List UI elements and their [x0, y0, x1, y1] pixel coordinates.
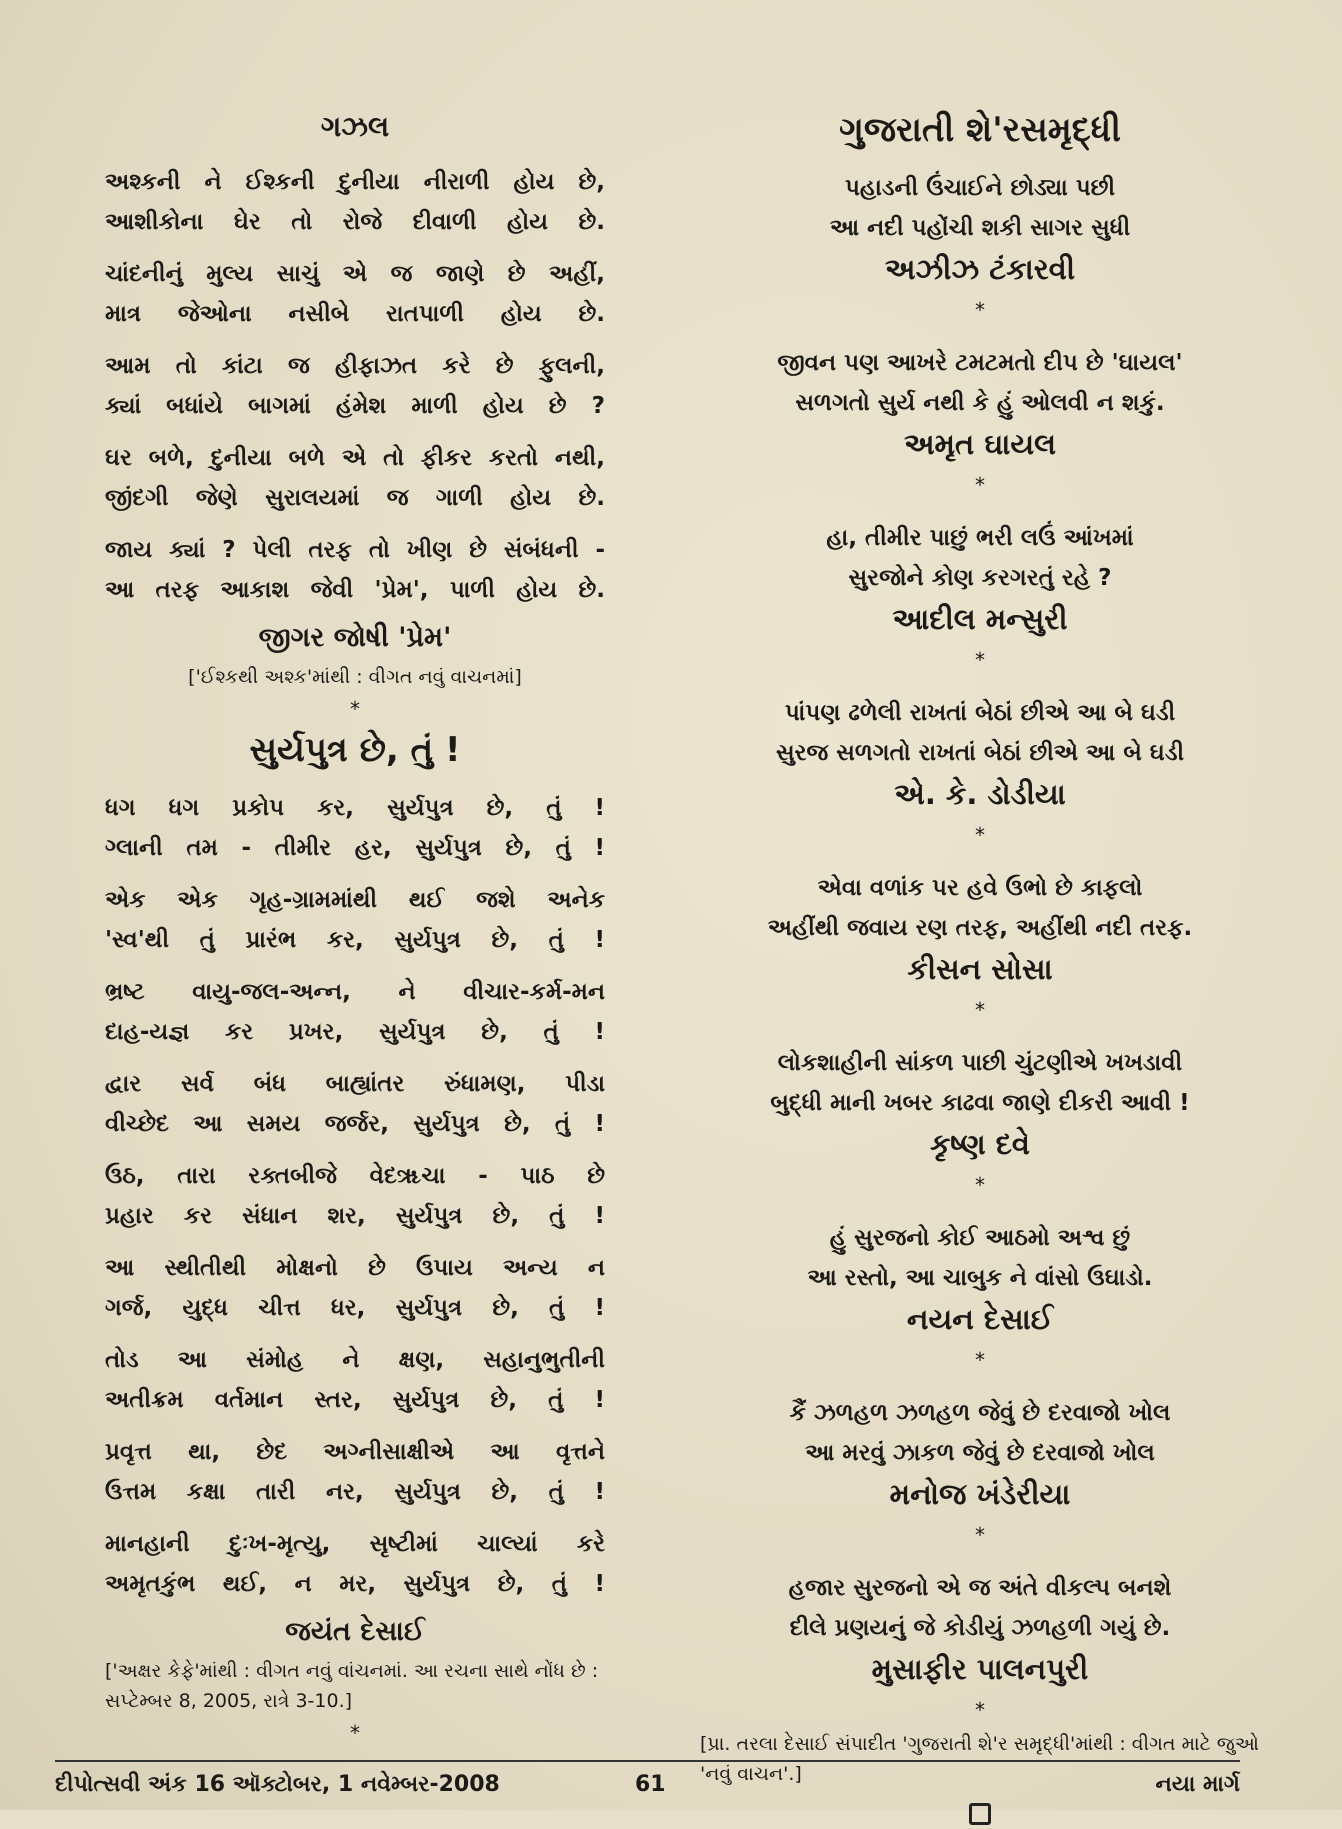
sher-line: એવા વળાંક પર હવે ઉભો છે કાફલો	[817, 875, 1143, 901]
sher-author: કીસન સોસા	[907, 952, 1053, 986]
poem-line: અતીક્રમ વર્તમાન સ્તર, સુર્યપુત્ર છે, તું !	[105, 1387, 605, 1413]
sher-line: હું સુરજનો કોઈ આઠમો અશ્વ છું	[829, 1225, 1131, 1251]
stanza	[105, 788, 605, 868]
poem-line: વીચ્છેદ આ સમય જર્જર, સુર્યપુત્ર છે, તું !	[105, 1111, 605, 1137]
end-mark-icon	[700, 1803, 1260, 1829]
sher-couplet	[700, 1218, 1260, 1298]
poem-line: ઉત્તમ કક્ષા તારી નર, સુર્યપુત્ર છે, તું !	[105, 1479, 605, 1505]
magazine-name: નયા માર્ગ	[1155, 1772, 1240, 1797]
stanza	[105, 972, 605, 1052]
sher-list	[700, 168, 1260, 1721]
gazal-title: ગઝલ	[320, 110, 390, 143]
sher-author: અમૃત ઘાયલ	[903, 427, 1057, 461]
gazal-poem	[105, 162, 605, 610]
sher-line: પહાડની ઉંચાઈને છોડ્યા પછી	[844, 175, 1116, 201]
poem-line: પ્રહાર કર સંધાન શર, સુર્યપુત્ર છે, તું !	[105, 1203, 605, 1229]
sher-line: જીવન પણ આખરે ટમટમતો દીપ છે 'ઘાયલ'	[777, 350, 1183, 376]
sher-line: આ નદી પહોંચી શકી સાગર સુધી	[829, 215, 1131, 241]
poem-line: અમૃતકુંભ થઈ, ન મર, સુર્યપુત્ર છે, તું !	[105, 1571, 605, 1597]
sher-couplet	[700, 693, 1260, 773]
poem-line: ચાંદનીનું મુલ્ય સાચું એ જ જાણે છે અહીં,	[105, 261, 605, 287]
separator-star: *	[975, 1348, 985, 1372]
right-column	[700, 100, 1260, 1829]
poem-line: ભ્રષ્ટ વાયુ-જલ-અન્ન, ને વીચાર-કર્મ-મન	[105, 979, 605, 1005]
poem-line: ગ્લાની તમ - તીમીર હર, સુર્યપુત્ર છે, તું !	[105, 835, 605, 861]
sher-line: પાંપણ ઢળેલી રાખતાં બેઠાં છીએ આ બે ઘડી	[784, 700, 1176, 726]
page-footer	[55, 1760, 1240, 1797]
sher-line: સુરજ સળગતો રાખતાં બેઠાં છીએ આ બે ઘડી	[775, 740, 1185, 766]
stanza	[105, 1248, 605, 1328]
poem-line: ધગ ધગ પ્રકોપ કર, સુર્યપુત્ર છે, તું !	[105, 795, 605, 821]
separator-star: *	[975, 998, 985, 1022]
poem-line: અશ્કની ને ઈશ્કની દુનીયા નીરાળી હોય છે,	[105, 169, 605, 195]
surya-source-note: ['અક્ષર કેફે'માંથી : વીગત નવું વાંચનમાં. આ રચના સાથે નોંધ છે : સપ્ટેમ્બર 8, 2005, રાત્રે 3-10.]	[105, 1660, 599, 1712]
sher-author: અઝીઝ ટંકારવી	[884, 252, 1076, 286]
sher-author: મુસાફીર પાલનપુરી	[871, 1652, 1089, 1686]
poem-line: દ્વાર સર્વ બંધ બાહ્યાંતર રુંધામણ, પીડા	[105, 1071, 605, 1097]
poem-line: આ સ્થીતીથી મોક્ષનો છે ઉપાય અન્ય ન	[105, 1255, 605, 1281]
sher-couplet	[700, 1043, 1260, 1123]
stanza	[105, 1156, 605, 1236]
poem-line: તોડ આ સંમોહ ને ક્ષણ, સહાનુભુતીની	[105, 1347, 605, 1373]
stanza	[105, 1432, 605, 1512]
poem-line: ઉઠ, તારા રક્તબીજે વેદૠચા - પાઠ છે	[105, 1163, 605, 1189]
stanza	[105, 1064, 605, 1144]
sher-couplet	[700, 1568, 1260, 1648]
sher-line: આ રસ્તો, આ ચાબુક ને વાંસો ઉઘાડો.	[807, 1265, 1153, 1291]
poem-line: માનહાની દુઃખ-મૃત્યુ, સૃષ્ટીમાં ચાલ્યાં કરે	[105, 1531, 605, 1557]
poem-line: ગર્જ, યુદ્ધ ચીત્ત ધર, સુર્યપુત્ર છે, તું !	[105, 1295, 605, 1321]
stanza	[105, 530, 605, 610]
poem-line: ઘર બળે, દુનીયા બળે એ તો ફીકર કરતો નથી,	[105, 445, 605, 471]
sher-line: હા, તીમીર પાછું ભરી લઉં આંખમાં	[826, 525, 1134, 551]
sher-couplet	[700, 343, 1260, 423]
sher-line: લોકશાહીની સાંકળ પાછી ચુંટણીએ ખખડાવી	[777, 1050, 1183, 1076]
stanza	[105, 346, 605, 426]
poem-line: એક એક ગૃહ-ગ્રામમાંથી થઈ જશે અનેક	[105, 887, 605, 913]
sher-line: આ મરવું ઝાકળ જેવું છે દરવાજો ખોલ	[805, 1440, 1155, 1466]
sher-line: કૈં ઝળહળ ઝળહળ જેવું છે દરવાજો ખોલ	[789, 1400, 1171, 1426]
poem-line: આમ તો કાંટા જ હીફાઝત કરે છે ફુલની,	[105, 353, 605, 379]
separator-star: *	[975, 648, 985, 672]
stanza	[105, 438, 605, 518]
poem-line: પ્રવૃત્ત થા, છેદ અગ્નીસાક્ષીએ આ વૃત્તને	[105, 1439, 605, 1465]
separator-star: *	[350, 697, 360, 721]
sher-author: કૃષ્ણ દવે	[930, 1127, 1030, 1161]
sher-couplet	[700, 1393, 1260, 1473]
separator-star: *	[975, 823, 985, 847]
sher-couplet	[700, 868, 1260, 948]
poem-line: જાય ક્યાં ? પેલી તરફ તો ખીણ છે સંબંધની -	[105, 537, 605, 563]
shersamrudhi-title: ગુજરાતી શે'રસમૃદ્ધી	[839, 110, 1121, 150]
separator-star: *	[975, 1698, 985, 1722]
gazal-source-note: ['ઈશ્કથી અશ્ક'માંથી : વીગત નવું વાચનમાં]	[188, 666, 522, 688]
sher-couplet	[700, 518, 1260, 598]
sher-author: એ. કે. ડોડીયા	[894, 777, 1066, 811]
stanza	[105, 162, 605, 242]
poem-line: આશીકોના ઘેર તો રોજે દીવાળી હોય છે.	[105, 209, 605, 235]
sher-source-note: [પ્રા. તરલા દેસાઈ સંપાદીત 'ગુજરાતી શે'ર સમૃદ્ધી'માંથી : વીગત માટે જુઓ 'નવું વાચન'.]	[700, 1733, 1259, 1785]
poem-line: માત્ર જેઓના નસીબે રાતપાળી હોય છે.	[105, 301, 605, 327]
stanza	[105, 254, 605, 334]
stanza	[105, 880, 605, 960]
poem-line: ક્યાં બધાંયે બાગમાં હંમેશ માળી હોય છે ?	[105, 393, 605, 419]
sher-line: દીલે પ્રણયનું જે કોડીયું ઝળહળી ગયું છે.	[789, 1615, 1171, 1641]
surya-poem	[105, 788, 605, 1604]
gazal-author: જીગર જોષી 'પ્રેમ'	[258, 622, 452, 653]
separator-star: *	[975, 298, 985, 322]
sher-author: આદીલ મન્સુરી	[892, 602, 1068, 636]
page-number: 61	[635, 1772, 666, 1797]
separator-star: *	[975, 473, 985, 497]
left-column	[105, 100, 605, 1752]
poem-line: 'સ્વ'થી તું પ્રારંભ કર, સુર્યપુત્ર છે, તું !	[105, 927, 605, 953]
surya-title: સુર્યપુત્ર છે, તું !	[249, 730, 461, 770]
issue-label: દીપોત્સવી અંક 16 ઑક્ટોબર, 1 નવેમ્બર-2008	[55, 1772, 500, 1797]
sher-line: સુરજોને કોણ કરગરતું રહે ?	[848, 565, 1112, 591]
separator-star: *	[975, 1523, 985, 1547]
sher-line: અહીંથી જવાય રણ તરફ, અહીંથી નદી તરફ.	[767, 915, 1193, 941]
stanza	[105, 1524, 605, 1604]
stanza	[105, 1340, 605, 1420]
poem-line: દાહ-યજ્ઞ કર પ્રખર, સુર્યપુત્ર છે, તું !	[105, 1019, 605, 1045]
sher-line: સળગતો સુર્ય નથી કે હું ઓલવી ન શકું.	[795, 390, 1165, 416]
sher-couplet	[700, 168, 1260, 248]
separator-star: *	[975, 1173, 985, 1197]
surya-author: જયંત દેસાઈ	[285, 1616, 425, 1647]
poem-line: જીંદગી જેણે સુરાલયમાં જ ગાળી હોય છે.	[105, 485, 605, 511]
sher-line: બુદ્ધી માની ખબર કાઢવા જાણે દીકરી આવી !	[770, 1090, 1190, 1116]
sher-author: નયન દેસાઈ	[906, 1302, 1054, 1336]
separator-star: *	[350, 1721, 360, 1745]
poem-line: આ તરફ આકાશ જેવી 'પ્રેમ', પાળી હોય છે.	[105, 577, 605, 603]
sher-line: હજાર સુરજનો એ જ અંતે વીકલ્પ બનશે	[788, 1575, 1172, 1601]
sher-author: મનોજ ખંડેરીયા	[889, 1477, 1071, 1511]
